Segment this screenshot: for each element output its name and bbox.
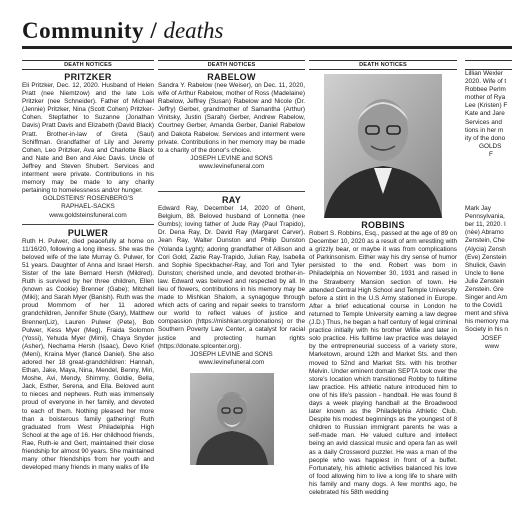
column-4-rule [465,60,512,70]
partial-line: GOLDS [479,142,502,150]
funeral-home-pritzker: GOLDSTEINS' ROSENBERG'S [42,195,134,203]
column-2 [158,60,305,512]
partial-line: ber 11, 2020. I [465,221,506,229]
death-notices-label: DEATH NOTICES [309,60,457,70]
obituary-name-rabelow: RABELOW [207,72,256,82]
website-pritzker[interactable]: www.goldsteinsfuneral.com [49,211,127,219]
partial-line: Singer and Am [465,294,507,302]
column-3 [309,60,457,512]
partial-line: 2020. Wife of t [465,78,507,86]
obituary-partial-2 [465,205,512,351]
section-header [22,14,512,54]
partial-line: F [489,150,493,158]
death-notices-label: DEATH NOTICES [158,60,305,70]
partial-line: ity of the dono [465,134,506,142]
section-name: Community [22,18,145,43]
partial-line: (Alycia) Zensh [465,245,506,253]
obituary-partial-1 [465,70,512,159]
website-ray[interactable]: www.levinefuneral.com [198,358,265,366]
partial-line: (nèe) Abramo [465,229,504,237]
obituary-text-pulwer: Ruth H. Pulwer, died peacefully at home on 11/16/20, following a long illness. She was the beloved wife of the late Murray G. Pulwer, for 51 years. Daughter of Anna and Israel Hersh. Sister of the late Bernard Hersh (Mildred). Ruth is survived by her three children, Ellen (known as Cookie) Brenner (Gabe); Mitchell (Miki); and Sarah Myer (Banish). Ruth was the proud Mommom of her 11 adored grandchildren, Jennifer Shute (Gary), Matthew Brenner(Liz), Lauren Pulwer (Pete), Bob Pulwer, Kess Myer (Meg), Fraida Solomon (Yossi), Yehuda Myer (Mimi), Chaya Snyder (Asher), Nechama Hersh (Isaac), Devo Krief (Meni), Kraina Myer (fiancé Daniel). She also adored her 18 great-grandchildren: Hannah, Ethan, Jake, Maya, Nina, Mendel, Benny, Miri, Moshe, Avi, Mendy, Shimmy, Goldie, Bella, Jack, Esther, Serena, and Ella. Beloved aunt to nieces and nephews. Ruth was immensely proud of everyone in her family, and devoted to each of them. Nothing pleased her more than a boisterous family gathering! Ruth graduated from West Philadelphia High School at the age of 16. Her childhood friends, Rae, Ruth-ie and Gert, maintained their close friendship for almost 90 years. She maintained many other friendships from her youth and developed many friends in many walks of life [22,237,154,472]
obituary-name-pulwer: PULWER [67,227,109,238]
section-subtitle: deaths [163,18,224,43]
partial-line: Kate and Jare [465,110,505,118]
funeral-home-rabelow: JOSEPH LEVINE and SONS [190,154,273,162]
partial-line: Julie Zenstein [465,277,505,285]
obituary-name-pritzker: PRITZKER [64,72,112,82]
funeral-home-ray: JOSEPH LEVINE and SONS [190,350,273,358]
partial-line: Society in his n [465,326,508,334]
partial-line: mother of Rya [465,94,506,102]
partial-line: (Eve) Zenstein [465,253,507,261]
funeral-home-2-pritzker: RAPHAEL-SACKS [61,203,115,211]
divider [158,191,305,192]
column-4-partial [465,60,512,512]
partial-line: JOSEF [481,334,502,342]
partial-line: Pennsylvania, [465,213,505,221]
obituary-text-pritzker: Eli Pritzker, Dec. 12, 2020. Husband of Helen Pratt (nee Niemtzow) and the late Lois Pritzker (nee Schneider). Father of Michael (Jennie) Pritzker, Nina (Scott Cohen) Pritzker-Cohen. Stepfather to Suzanne (Jonathan Davis) Pratt Davis and Elizabeth (David Black) Pratt. Brother-in-law of Greta (Saul) Schiffman. Grandfather of Lily and Jeremy Cohen, Leo Pritzker, Ava and Charlotte Black and Nate and Ben and Alec Davis. Uncle of Jeffrey and Steven Shubert. Services and interment were private. Contributions in his memory may be made to any charity pertaining to homelessness and/or hunger. [22,82,154,195]
partial-line: Services and [465,118,502,126]
death-notices-label: DEATH NOTICES [22,60,154,70]
section-title: Community / deaths [22,18,224,43]
header-rule [22,46,512,49]
photo-robbins [309,74,457,218]
column-1 [22,60,154,512]
portrait-photo-robbins [324,74,442,218]
partial-line: Robbee Perlm [465,86,506,94]
partial-line: Mark Jay [465,205,491,213]
divider [22,224,154,225]
partial-line: his memory ma [465,318,509,326]
partial-line: tions in her m [465,126,504,134]
partial-line: Uncle to Ilene [465,269,505,277]
obituary-name-robbins: ROBBINS [361,220,405,230]
obituary-text-robbins: Robert S. Robbins, Esq., passed at the age of 89 on December 10, 2020 as a result of arm wrestling with a grizzly bear, or maybe it was from complications of Parkinsonism. Either way his dry sense of humor persisted to the end. Robert was born in Philadelphia on November 30, 1931 and raised in the Strawberry Mansion section of town. He attended Central High School and Temple University before a stint in the U.S Army stationed in Europe. After a brief educational course in London he returned to Temple University earning a law degree (J.D.) Thus, he began a half century of legal criminal practice initially with his brother Willie and later in solo practice. His fulltime law practice was delayed by the entrepreneurial success of a variety store, Marketown, around 12th and Market Sts. and then moved to 52nd and Market Sts. with his brother Melvin. Under eminent domain SEPTA took over the store's location which transitioned Robby to fulltime law practice. His athletic nature introduced him to one of his life's passion - handball. He was found 8 days a week playing handball at the Broadwood later known as the Philadelphia Athletic Club. Despite his modest beginnings as the youngest of 8 children to Russian immigrant parents he was a self-made man. He valued culture and intellect being an avid classical music and opera fan as well as a daily Crossword puzzler. He was a man of the people who was happiest in front of a buffet. Fortunately, his athletic activities balanced his love of food allowing him to live a long life to share with his family and many dogs. A few months ago, he celebrated his 58th wedding [309,230,457,496]
partial-line: Zenstein. Gre [465,285,504,293]
obituary-text-rabelow: Sandra Y. Rabelow (nee Weiser), on Dec. 11, 2020, wife of Arthur Rabelow, mother of Ross (Madelaine) Rabelow, Jeffrey (Susan) Rabelow and Nicole (Dr. Jeffry) Gerber, grandmother of Samantha (Arthur) Vinitsky, Justin (Sarah) Gerber, Andrew Rabelow, Courtney Gerber, Amanda Gerber, Daniel Rabelow and Dakota Rabelow. Services and interment were private. Contributions in her memory may be made to a charity of the donor's choice. [158,82,305,154]
portrait-photo-ray [190,373,274,465]
partial-line: Lee (Kristen) F [465,102,508,110]
obituary-text-ray: Edward Ray, December 14, 2020 of Ghent, Belgium, 88. Beloved husband of Lonnetta (nee Gumbs); loving father of Jude Ray (Paul Trapido), Dr. Dena Ray, Dr. David Ray (Margaret Carver), Jean Ray, Walter Dunston and Philip Dunston (Yolanda Lyght); adoring grandfather of Allison and Cori Gold, Zazie Ray-Trapido, Julian Ray, Isabella and Sophie Speckbacher-Ray, and Tori and Tyler Dunston; cherished uncle, and devoted brother-in-law. Edward was beloved and respected by all. In lieu of flowers, contributions in his memory may be made to Mishkan Shalom, a synagogue through which acts of caring and repair seeks to transform our world to reflect values of justice and compassion (https://mishkan.org/donations) or the Southern Poverty Law Center, a catalyst for racial justice and protecting human rights (https://donate.splcenter.org). [158,205,305,350]
partial-line: www [485,342,499,350]
partial-line: Lillian Wexler [465,70,503,77]
website-rabelow[interactable]: www.levinefuneral.com [198,162,265,170]
partial-line: Zenstein, Che [465,237,505,245]
partial-line: Shulick, Gavin [465,261,506,269]
spacer [465,159,512,205]
partial-line: to the Covid1 [465,302,503,310]
partial-line: ment and shiva [465,310,509,318]
obituary-name-ray: RAY [221,195,242,206]
photo-ray [158,373,305,465]
